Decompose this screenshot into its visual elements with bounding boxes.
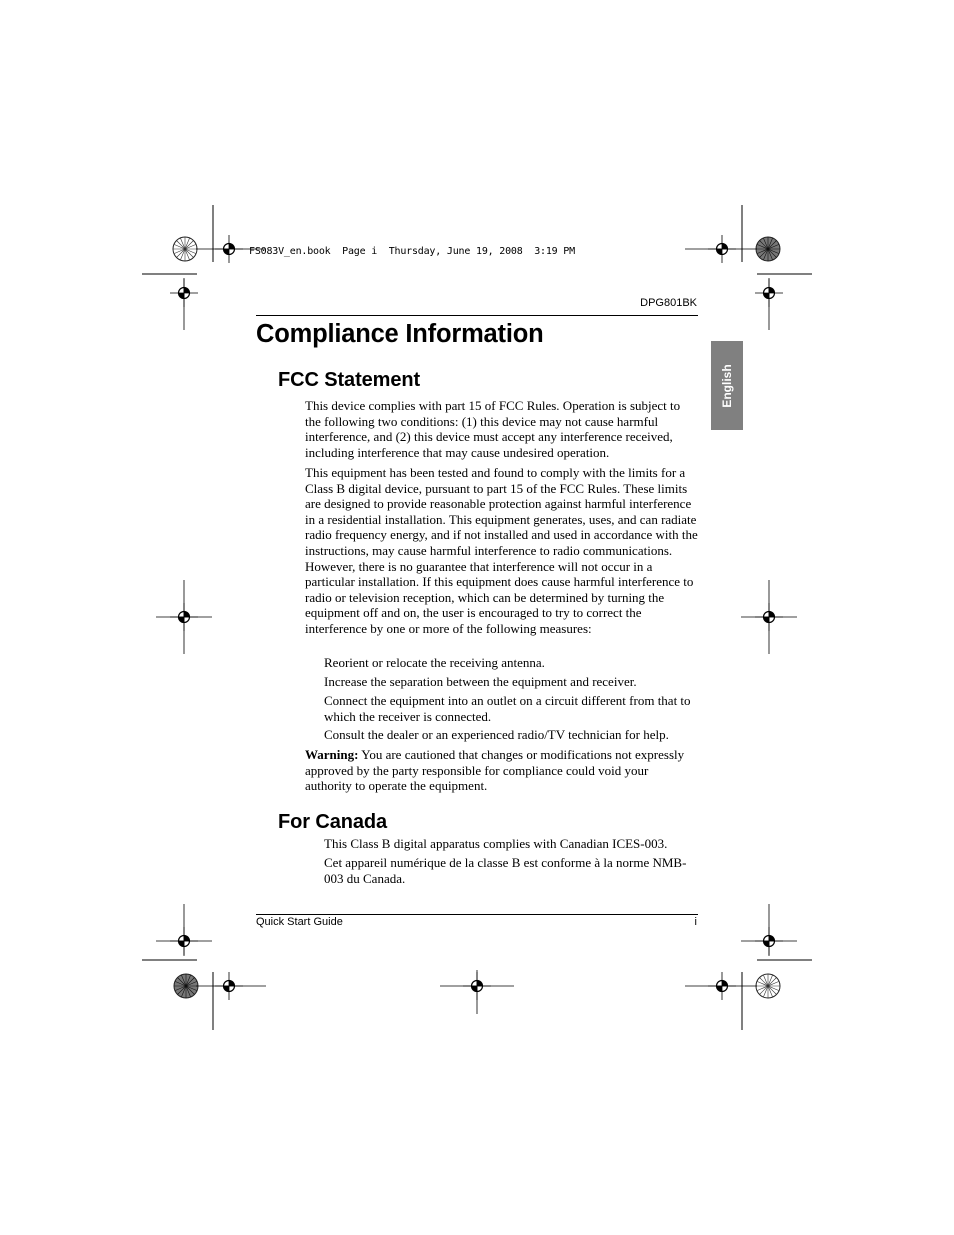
- fcc-measure-3: Connect the equipment into an outlet on a circuit different from that to which the receiver is connected.: [324, 693, 691, 724]
- fcc-measure-1: Reorient or relocate the receiving antenna.: [324, 655, 545, 670]
- page-title: Compliance Information: [256, 320, 544, 348]
- footer-guide-title: Quick Start Guide: [256, 916, 343, 928]
- language-tab: [711, 341, 743, 430]
- fcc-paragraph-2: This equipment has been tested and found to comply with the limits for a Class B digital device, pursuant to part 15 of the FCC Rules. These limits are designed to provide reasonable protection against harmful interference in a residential installation. This equipment generates, uses, and can radiate radio frequency energy, and if not installed and used in accordance with the instructions, may cause harmful interference to radio communications. However, there is no guarantee that interference will not occur in a particular installation. If this equipment does cause harmful interference to radio or television reception, which can be determined by turning the equipment off and on, the user is encouraged to try to correct the interference by one or more of the following measures:: [305, 465, 698, 636]
- warning-text: You are cautioned that changes or modifications not expressly approved by the party responsible for compliance could void your authority to operate the equipment.: [305, 747, 685, 794]
- canada-line-1: This Class B digital apparatus complies with Canadian ICES-003.: [324, 836, 668, 851]
- footer-page-number: i: [694, 916, 697, 928]
- header-model-number: DPG801BK: [640, 297, 697, 309]
- fcc-measure-2: Increase the separation between the equipment and receiver.: [324, 674, 637, 689]
- header-rule: [256, 315, 698, 316]
- print-slug-line: FS083V_en.book Page i Thursday, June 19, 2008 3:19 PM: [249, 246, 575, 257]
- fcc-heading: FCC Statement: [278, 369, 421, 391]
- fcc-paragraph-1: This device complies with part 15 of FCC Rules. Operation is subject to the following two conditions: (1) this device may not cause harmful interference, and (2) this device must accept any interference received, including interference that may cause undesired operation.: [305, 398, 681, 460]
- footer-rule: [256, 914, 698, 915]
- language-tab-label: English: [720, 363, 734, 408]
- fcc-measure-4: Consult the dealer or an experienced radio/TV technician for help.: [324, 727, 669, 742]
- fcc-warning: [305, 747, 698, 794]
- warning-label: Warning:: [305, 747, 359, 762]
- canada-heading: For Canada: [278, 811, 388, 833]
- canada-line-2: Cet appareil numérique de la classe B est conforme à la norme NMB-003 du Canada.: [324, 855, 687, 886]
